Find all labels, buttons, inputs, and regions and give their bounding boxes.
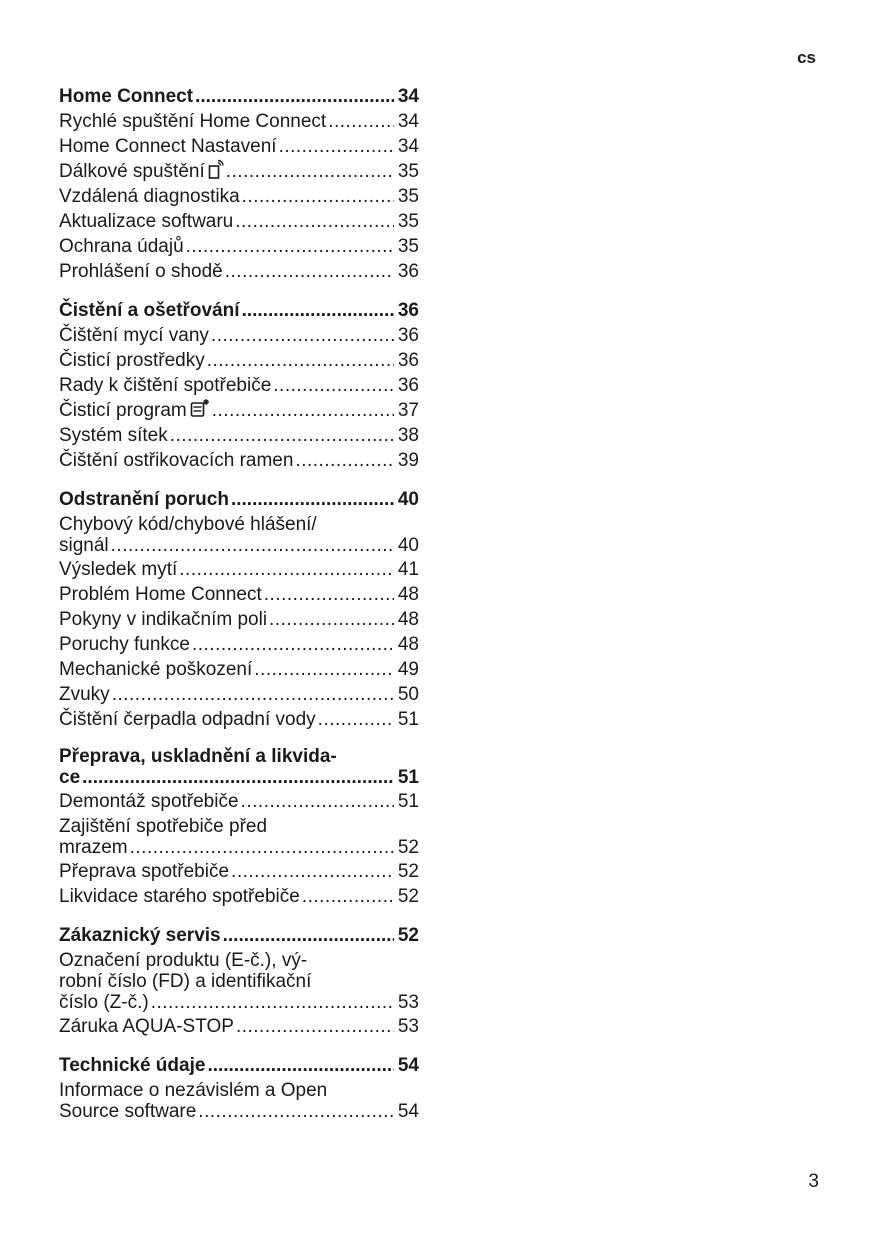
toc-entry[interactable]: Přeprava spotřebiče ..... 52 <box>59 859 419 884</box>
machine-care-icon <box>190 398 210 425</box>
toc-entry[interactable]: Vzdálená diagnostika ..... 35 <box>59 184 419 209</box>
toc-entry[interactable]: Rychlé spuštění Home Connect ..... 34 <box>59 109 419 134</box>
toc-entry[interactable]: Ochrana údajů ..... 35 <box>59 234 419 259</box>
toc-section-technical-data <box>59 1053 419 1123</box>
toc-entry[interactable]: Zvuky ..... 50 <box>59 682 419 707</box>
toc-entry[interactable]: Výsledek mytí ..... 41 <box>59 557 419 582</box>
toc-section-customer-service <box>59 923 419 1039</box>
toc-entry[interactable]: Systém sítek ..... 38 <box>59 423 419 448</box>
remote-start-icon <box>208 159 224 186</box>
toc-entry[interactable]: Prohlášení o shodě ..... 36 <box>59 259 419 284</box>
toc-entry[interactable]: Rady k čištění spotřebiče ..... 36 <box>59 373 419 398</box>
toc-entry[interactable]: Chybový kód/chybové hlášení/ signál ..... 40 <box>59 514 419 557</box>
toc-heading[interactable]: Přeprava, uskladnění a likvida- ce ..... 51 <box>59 746 419 789</box>
toc-entry[interactable]: Dálkové spuštění ..... 35 <box>59 159 419 184</box>
toc-heading[interactable]: Čistění a ošetřování ..... 36 <box>59 298 419 323</box>
toc-entry[interactable]: Čištění mycí vany ..... 36 <box>59 323 419 348</box>
toc-entry[interactable]: Poruchy funkce ..... 48 <box>59 632 419 657</box>
toc-entry[interactable]: Čisticí program ..... 37 <box>59 398 419 423</box>
language-code: cs <box>797 48 816 67</box>
table-of-contents <box>59 84 419 1137</box>
toc-entry[interactable]: Záruka AQUA-STOP ..... 53 <box>59 1014 419 1039</box>
toc-section-transport <box>59 746 419 909</box>
toc-entry[interactable]: Problém Home Connect ..... 48 <box>59 582 419 607</box>
toc-entry[interactable]: Čisticí prostředky ..... 36 <box>59 348 419 373</box>
toc-entry[interactable]: Demontáž spotřebiče ..... 51 <box>59 789 419 814</box>
toc-entry[interactable]: Čištění čerpadla odpadní vody ..... 51 <box>59 707 419 732</box>
toc-heading[interactable]: Home Connect ..... 34 <box>59 84 419 109</box>
toc-entry[interactable]: Pokyny v indikačním poli ..... 48 <box>59 607 419 632</box>
toc-heading[interactable]: Zákaznický servis ..... 52 <box>59 923 419 948</box>
toc-section-troubleshooting <box>59 487 419 732</box>
page-number: 3 <box>808 1171 819 1192</box>
toc-entry[interactable]: Informace o nezávislém a Open Source software ..... 54 <box>59 1080 419 1123</box>
toc-entry[interactable]: Čištění ostřikovacích ramen ..... 39 <box>59 448 419 473</box>
toc-entry[interactable]: Zajištění spotřebiče před mrazem ..... 52 <box>59 816 419 859</box>
toc-entry[interactable]: Home Connect Nastavení ..... 34 <box>59 134 419 159</box>
toc-section-cleaning <box>59 298 419 473</box>
toc-entry[interactable]: Označení produktu (E-č.), vý- robní číslo (FD) a identifikační číslo (Z-č.) ..... 53 <box>59 950 419 1014</box>
toc-section-home-connect <box>59 84 419 284</box>
toc-entry[interactable]: Aktualizace softwaru ..... 35 <box>59 209 419 234</box>
toc-entry[interactable]: Likvidace starého spotřebiče ..... 52 <box>59 884 419 909</box>
toc-heading[interactable]: Technické údaje ..... 54 <box>59 1053 419 1078</box>
toc-entry[interactable]: Mechanické poškození ..... 49 <box>59 657 419 682</box>
toc-heading[interactable]: Odstranění poruch ..... 40 <box>59 487 419 512</box>
